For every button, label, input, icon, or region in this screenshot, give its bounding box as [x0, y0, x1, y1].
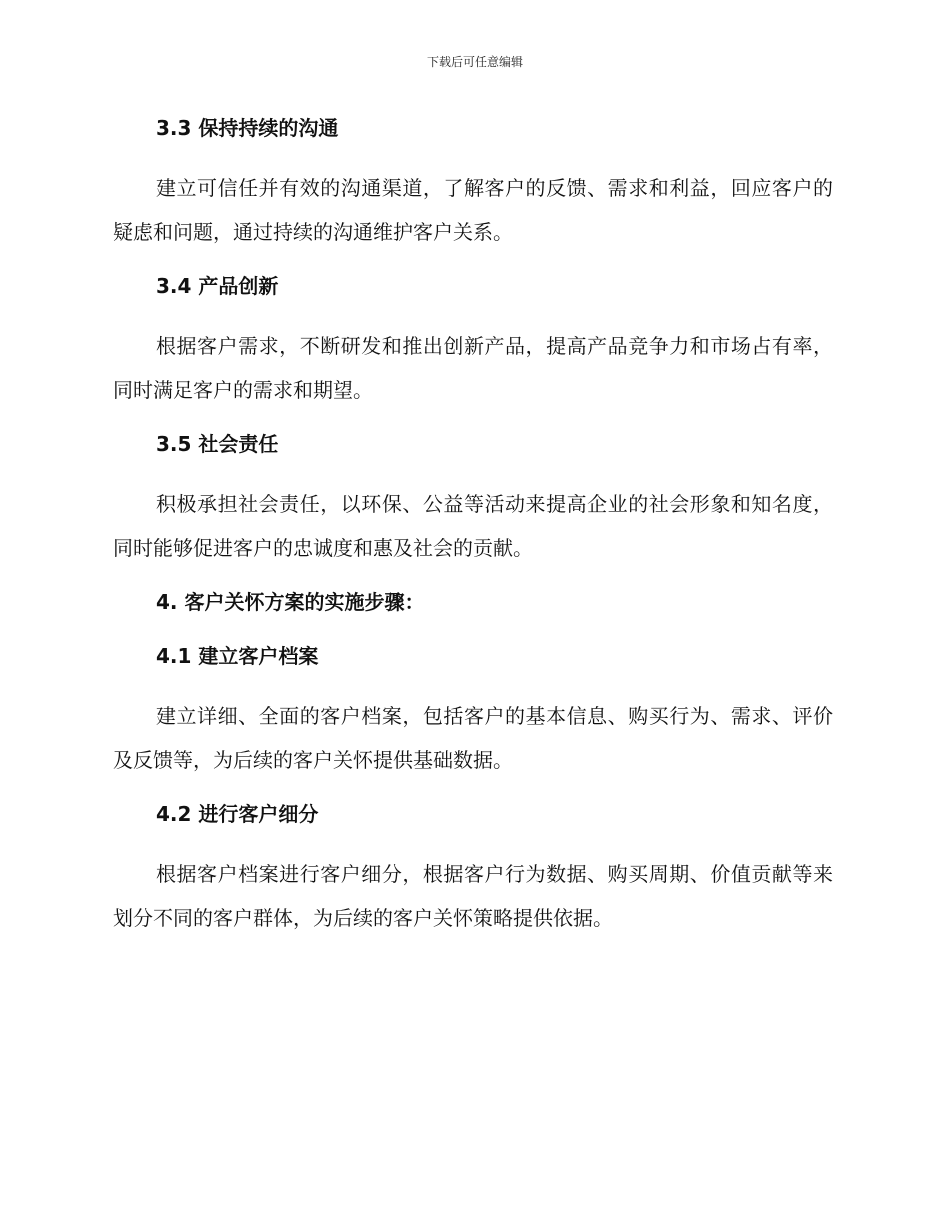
- page-header: 下载后可任意编辑: [426, 55, 523, 69]
- section-heading-3-5: 3.5 社会责任: [156, 432, 279, 456]
- paragraph-3-5: 积极承担社会责任，以环保、公益等活动来提高企业的社会形象和知名度，同时能够促进客户的忠诚度和惠及社会的贡献。: [113, 492, 833, 560]
- section-heading-3-3: 3.3 保持持续的沟通: [156, 116, 339, 140]
- document-body: [113, 112, 833, 956]
- section-heading-4-2: 4.2 进行客户细分: [156, 802, 319, 826]
- section-heading-4-1: 4.1 建立客户档案: [156, 644, 319, 668]
- paragraph-4-2: 根据客户档案进行客户细分，根据客户行为数据、购买周期、价值贡献等来划分不同的客户群体，为后续的客户关怀策略提供依据。: [113, 862, 833, 930]
- paragraph-4-1: 建立详细、全面的客户档案，包括客户的基本信息、购买行为、需求、评价及反馈等，为后续的客户关怀提供基础数据。: [113, 704, 833, 772]
- section-heading-4: 4. 客户关怀方案的实施步骤：: [156, 590, 425, 614]
- section-heading-3-4: 3.4 产品创新: [156, 274, 279, 298]
- paragraph-3-3: 建立可信任并有效的沟通渠道，了解客户的反馈、需求和利益，回应客户的疑虑和问题，通过持续的沟通维护客户关系。: [113, 176, 833, 244]
- paragraph-3-4: 根据客户需求，不断研发和推出创新产品，提高产品竞争力和市场占有率，同时满足客户的需求和期望。: [113, 334, 833, 402]
